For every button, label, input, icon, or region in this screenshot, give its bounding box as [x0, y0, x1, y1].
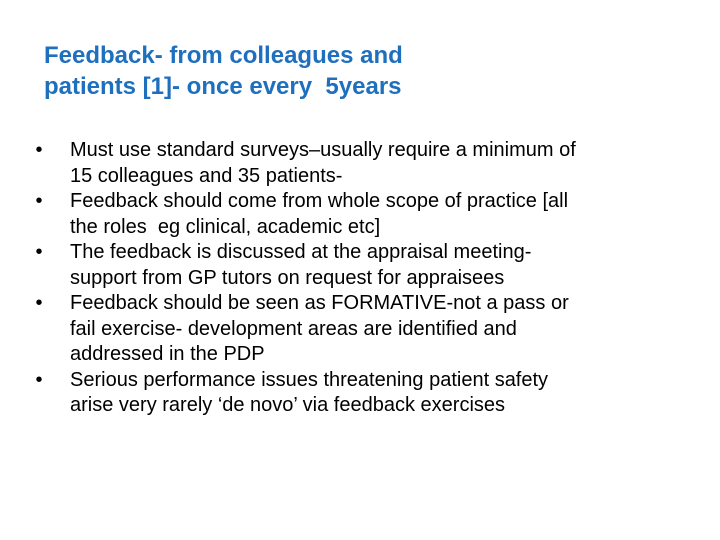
- bullet-text-line: Feedback should be seen as FORMATIVE-not a pass or: [70, 292, 569, 314]
- bullet-text-line: Feedback should come from whole scope of practice [all: [70, 190, 569, 212]
- bullet-marker: •: [35, 139, 43, 161]
- bullet-item-3: [32, 240, 692, 291]
- bullet-text-line: support from GP tutors on request for appraisees: [70, 266, 505, 289]
- bullet-item-2: [32, 189, 692, 240]
- bullet-item-4: [32, 291, 692, 368]
- bullet-item-5: [32, 368, 692, 419]
- bullet-text-line: Serious performance issues threatening patient safety: [70, 368, 549, 391]
- slide-title-line-2: patients [1]- once every 5years: [44, 73, 402, 100]
- bullet-item-1: [32, 138, 692, 189]
- bullet-text-line: Must use standard surveys–usually require a minimum of: [70, 139, 576, 161]
- slide-title: [44, 40, 684, 102]
- bullet-marker: •: [35, 368, 43, 391]
- bullet-text-line: fail exercise- development areas are identified and: [70, 317, 517, 340]
- bullet-marker: •: [35, 190, 43, 212]
- slide-title-line-1: Feedback- from colleagues and: [44, 42, 403, 69]
- bullet-marker: •: [35, 292, 43, 314]
- bullet-text-line: the roles eg clinical, academic etc]: [70, 215, 381, 238]
- bullet-list: [32, 138, 692, 419]
- bullet-marker: •: [35, 241, 43, 263]
- bullet-text-line: addressed in the PDP: [70, 343, 265, 365]
- bullet-text-line: The feedback is discussed at the appraisal meeting-: [70, 241, 532, 263]
- bullet-text-line: 15 colleagues and 35 patients-: [70, 164, 343, 187]
- bullet-text-line: arise very rarely ‘de novo’ via feedback exercises: [70, 394, 506, 416]
